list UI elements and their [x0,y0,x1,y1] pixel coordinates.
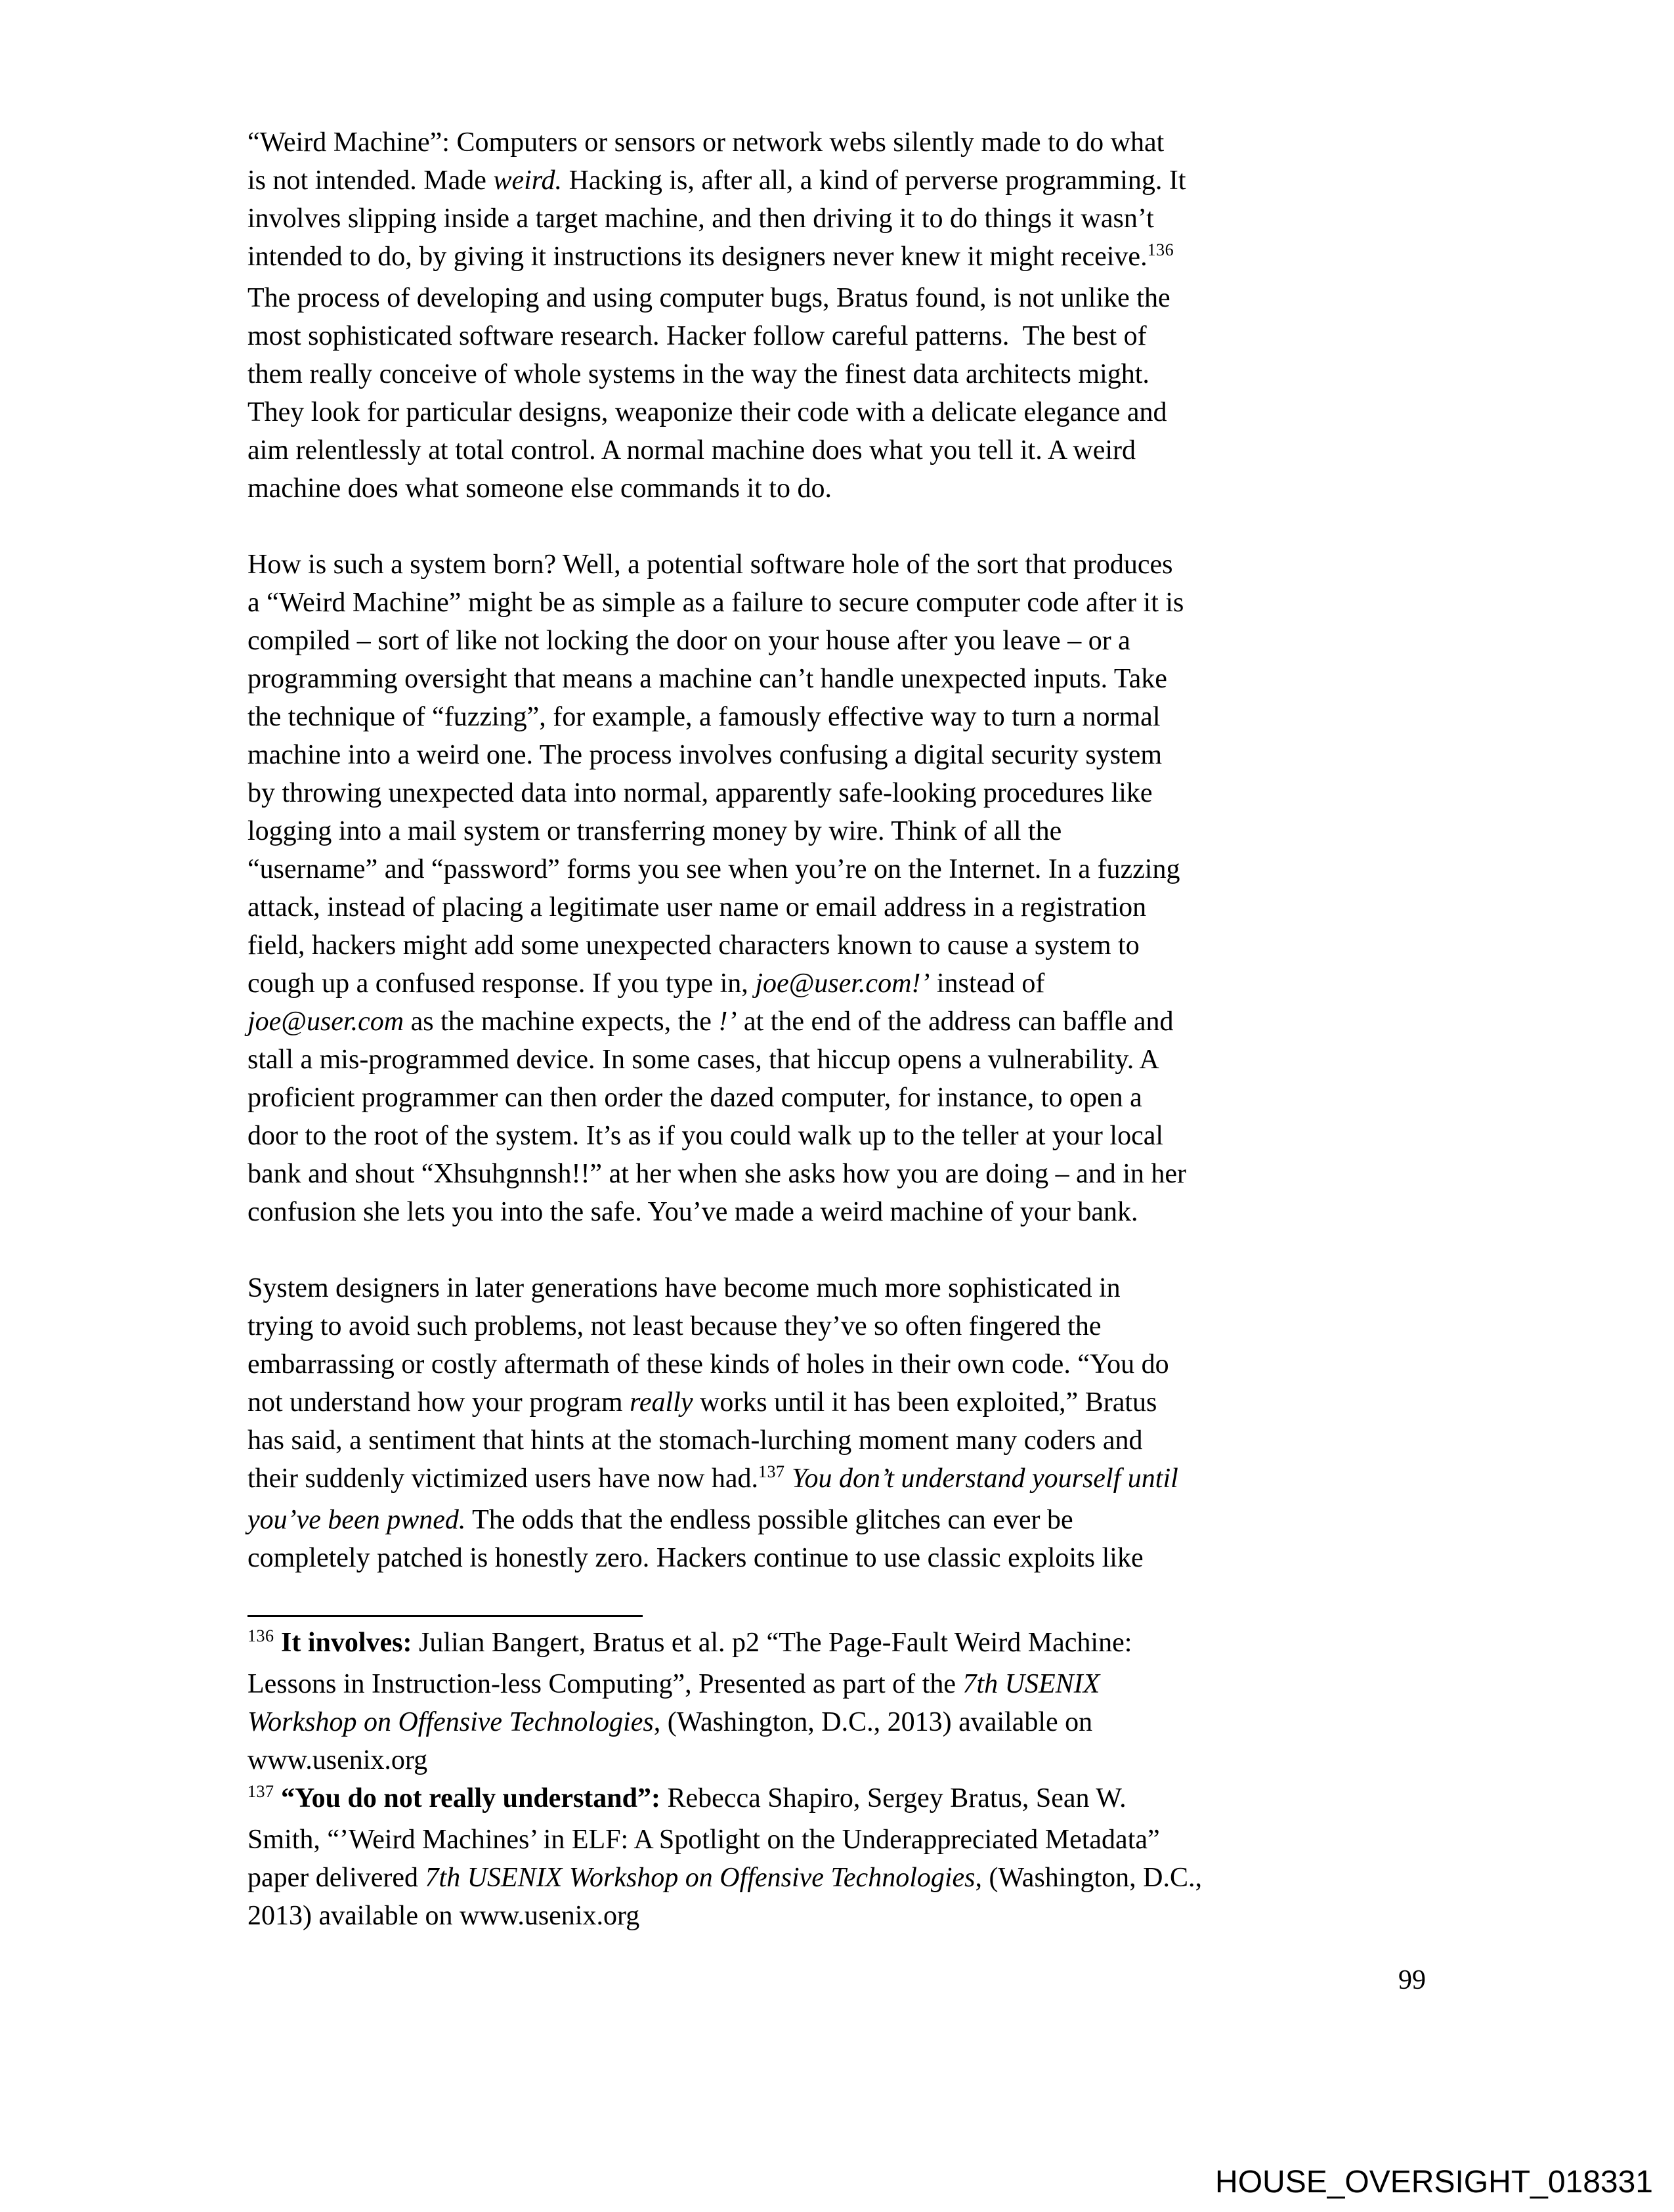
text-line [247,774,1436,812]
text-run: door to the root of the system. It’s as if you could walk up to the teller at your local [247,1121,1164,1151]
text-run: 2013) available on www.usenix.org [247,1901,640,1931]
text-line [247,926,1436,965]
text-line [247,469,1436,508]
text-run: attack, instead of placing a legitimate user name or email address in a registration [247,892,1147,922]
text-line [247,584,1436,622]
text-line [247,812,1436,850]
text-run: embarrassing or costly aftermath of these kinds of holes in their own code. “You do [247,1349,1169,1379]
page-body [247,123,1436,1999]
text-line [247,1703,1436,1741]
text-line [247,1155,1436,1193]
text-run: “Weird Machine”: Computers or sensors or network webs silently made to do what [247,127,1165,158]
text-run: machine does what someone else commands it to do. [247,473,832,504]
text-line [247,736,1436,774]
text-line [247,162,1436,200]
text-run: as the machine expects, the [404,1007,719,1037]
text-line [247,200,1436,238]
text-run: proficient programmer can then order the dazed computer, for instance, to open a [247,1083,1142,1113]
text-run: “username” and “password” forms you see when you’re on the Internet. In a fuzzing [247,854,1180,884]
text-line [247,1307,1436,1345]
bates-stamp: HOUSE_OVERSIGHT_018331 [1215,2165,1653,2200]
text-run: not understand how your program [247,1387,630,1418]
text-line [247,1539,1436,1577]
footnote-reference: 136 [247,1626,274,1645]
text-line [247,888,1436,926]
text-run: “You do not really understand”: [281,1783,660,1813]
footnote-137 [247,1779,1436,1935]
text-run: Workshop on Offensive Technologies [247,1707,654,1737]
text-run: You don’t understand yourself until [791,1464,1178,1494]
footnote-reference: 136 [1147,240,1174,259]
footnote-136 [247,1624,1436,1779]
text-run: www.usenix.org [247,1745,428,1775]
text-run: intended to do, by giving it instructions its designers never knew it might receive. [247,242,1148,272]
body-paragraph-2 [247,546,1436,1231]
text-line [247,1345,1436,1383]
text-run: stall a mis-programmed device. In some cases, that hiccup opens a vulnerability. A [247,1045,1159,1075]
text-run: weird. [493,165,563,196]
body-paragraph-3 [247,1269,1436,1577]
text-line [247,850,1436,888]
text-run: completely patched is honestly zero. Hackers continue to use classic exploits like [247,1543,1144,1573]
text-line [247,355,1436,393]
text-line [247,1821,1436,1859]
text-run: They look for particular designs, weaponize their code with a delicate elegance and [247,397,1167,427]
text-run: involves slipping inside a target machine, and then driving it to do things it wasn’t [247,204,1154,234]
footnote-reference: 137 [758,1462,785,1481]
text-line [247,1859,1436,1897]
text-line [247,1779,1436,1821]
text-run: has said, a sentiment that hints at the stomach-lurching moment many coders and [247,1425,1143,1456]
text-run: !’ [718,1007,737,1037]
text-run: bank and shout “Xhsuhgnnsh!!” at her when she asks how you are doing – and in her [247,1159,1187,1189]
text-line [247,1193,1436,1231]
text-run: 7th USENIX [962,1669,1100,1699]
text-run: them really conceive of whole systems in the way the finest data architects might. [247,359,1149,389]
text-run [784,1464,792,1494]
text-run: you’ve been pwned. [247,1505,466,1535]
text-run: Lessons in Instruction-less Computing”, Presented as part of the [247,1669,963,1699]
text-line [247,1041,1436,1079]
page-number: 99 [1398,1965,1426,1995]
text-line [247,1003,1436,1041]
text-run: compiled – sort of like not locking the door on your house after you leave – or a [247,626,1130,656]
text-run: really [630,1387,693,1418]
text-run: aim relentlessly at total control. A normal machine does what you tell it. A weird [247,435,1136,466]
text-line [247,1460,1436,1501]
text-run: their suddenly victimized users have now had. [247,1464,758,1494]
text-line [247,238,1436,279]
text-line [247,1269,1436,1307]
text-run: How is such a system born? Well, a potential software hole of the sort that produces [247,550,1173,580]
text-run: by throwing unexpected data into normal, apparently safe-looking procedures like [247,778,1153,808]
text-run: joe@user.com [247,1007,404,1037]
text-run: The odds that the endless possible glitches can ever be [465,1505,1073,1535]
text-run: The process of developing and using computer bugs, Bratus found, is not unlike the [247,283,1170,313]
text-run: It involves: [281,1628,412,1658]
text-line [247,1665,1436,1703]
text-line [247,1079,1436,1117]
text-line [247,622,1436,660]
text-line [247,546,1436,584]
text-run: at the end of the address can baffle and [737,1007,1174,1037]
text-line [247,1624,1436,1665]
text-run: works until it has been exploited,” Bratus [693,1387,1157,1418]
text-run: System designers in later generations have become much more sophisticated in [247,1273,1121,1303]
text-run: the technique of “fuzzing”, for example, a famously effective way to turn a normal [247,702,1161,732]
text-run: trying to avoid such problems, not least because they’ve so often fingered the [247,1311,1102,1341]
text-line [247,279,1436,317]
text-line [247,1383,1436,1421]
text-run: 7th USENIX Workshop on Offensive Technologies [425,1863,976,1893]
text-line [247,698,1436,736]
text-run: Rebecca Shapiro, Sergey Bratus, Sean W. [660,1783,1127,1813]
text-run: paper delivered [247,1863,425,1893]
footnotes-section [247,1624,1436,1935]
text-run: Julian Bangert, Bratus et al. p2 “The Page-Fault Weird Machine: [412,1628,1132,1658]
text-run: joe@user.com!’ [755,968,930,999]
text-line [247,393,1436,431]
text-run: instead of [930,968,1045,999]
text-line [247,431,1436,469]
text-line [247,1897,1436,1935]
text-line [247,317,1436,355]
text-line [247,1421,1436,1460]
footnote-reference: 137 [247,1782,274,1801]
text-run: confusion she lets you into the safe. You’ve made a weird machine of your bank. [247,1197,1138,1227]
text-run [274,1783,282,1813]
footnote-separator [247,1615,643,1617]
text-run [274,1628,282,1658]
text-run: is not intended. Made [247,165,494,196]
text-run: a “Weird Machine” might be as simple as a failure to secure computer code after it is [247,588,1184,618]
text-run: , (Washington, D.C., [975,1863,1202,1893]
text-run: logging into a mail system or transferring money by wire. Think of all the [247,816,1062,846]
text-line [247,660,1436,698]
text-line [247,965,1436,1003]
text-line [247,1117,1436,1155]
text-line [247,123,1436,162]
text-run: Hacking is, after all, a kind of perverse programming. It [562,165,1186,196]
text-run: programming oversight that means a machine can’t handle unexpected inputs. Take [247,664,1167,694]
text-run: machine into a weird one. The process involves confusing a digital security system [247,740,1163,770]
body-paragraph-1 [247,123,1436,508]
text-run: most sophisticated software research. Hacker follow careful patterns. The best of [247,321,1147,351]
text-run: , (Washington, D.C., 2013) available on [653,1707,1093,1737]
text-run: cough up a confused response. If you type in, [247,968,756,999]
text-line [247,1741,1436,1779]
text-run: Smith, “’Weird Machines’ in ELF: A Spotlight on the Underappreciated Metadata” [247,1825,1160,1855]
text-run: field, hackers might add some unexpected characters known to cause a system to [247,930,1140,961]
text-line [247,1501,1436,1539]
